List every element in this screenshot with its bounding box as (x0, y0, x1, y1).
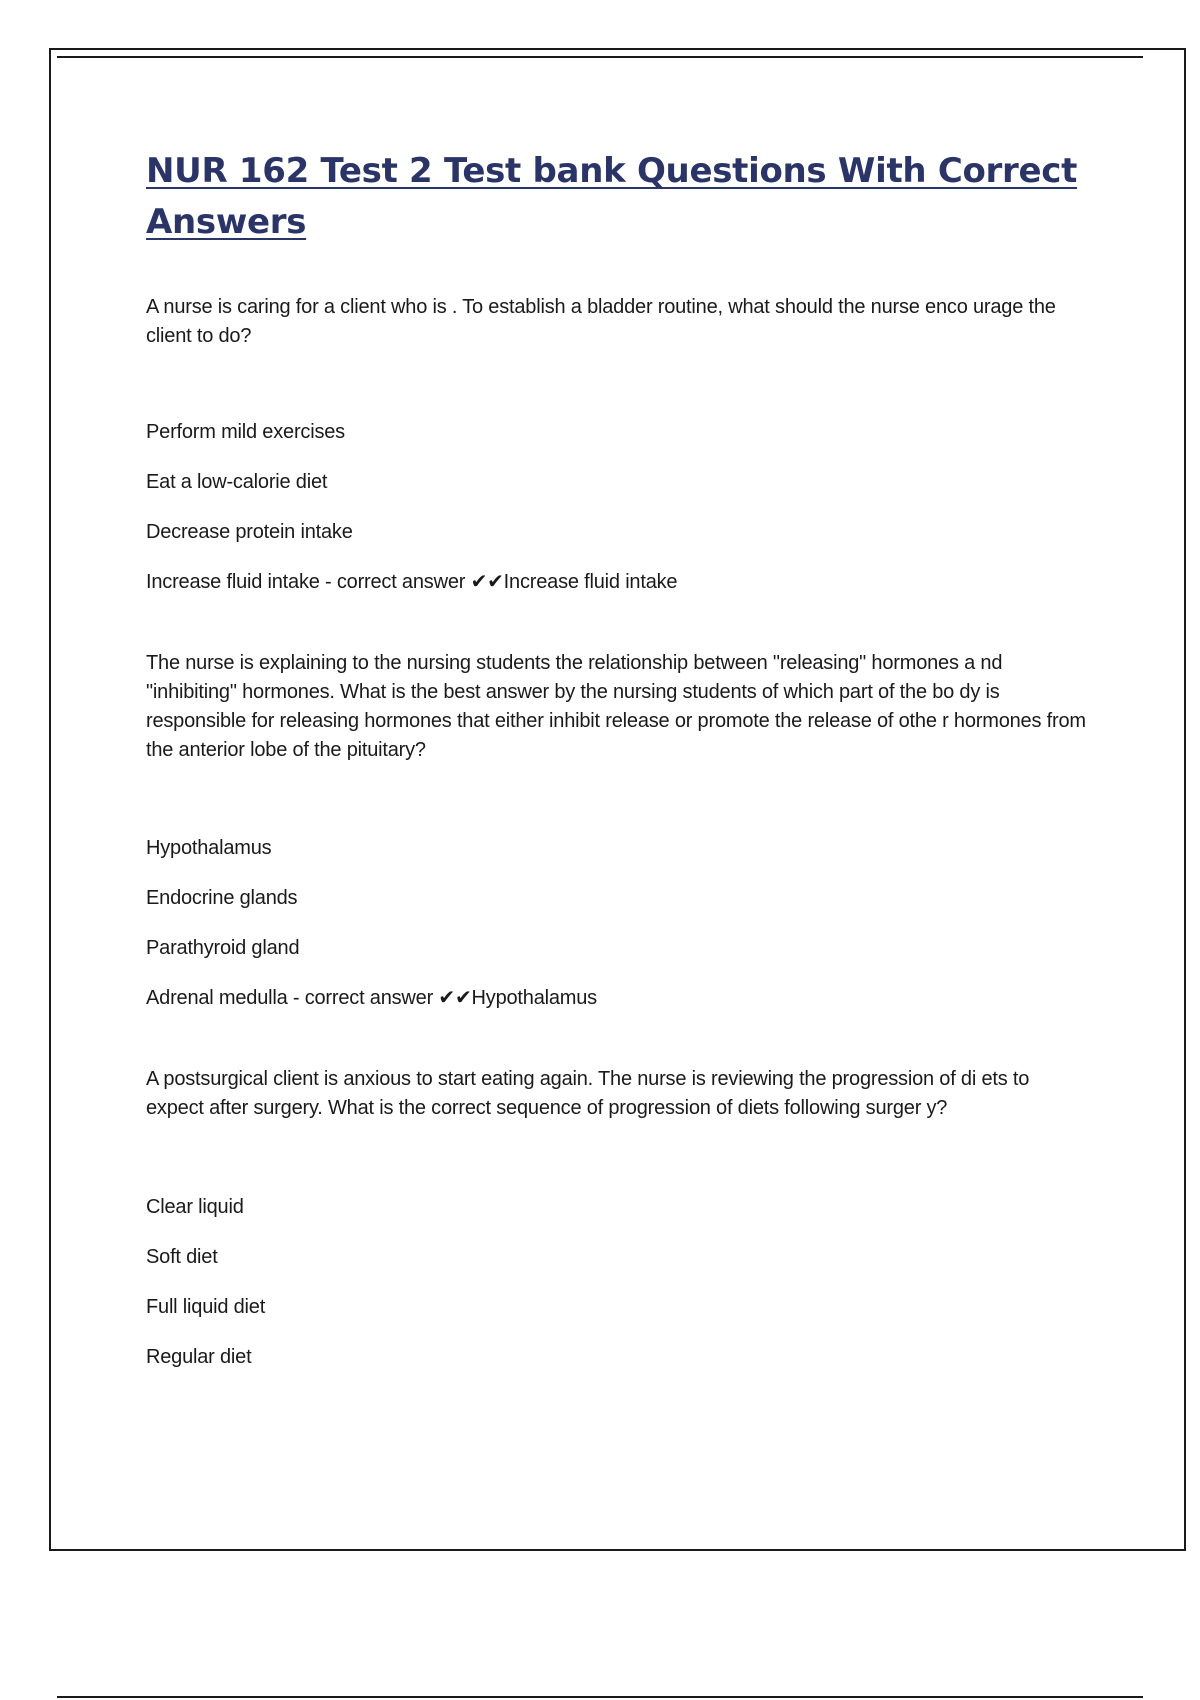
answer-option-with-correct-answer: Increase fluid intake - correct answer ✔✔Increase fluid intake (146, 571, 678, 593)
answer-option-with-correct-answer: Adrenal medulla - correct answer ✔✔Hypothalamus (146, 987, 597, 1009)
question-3: A postsurgical client is anxious to start eating again. The nurse is reviewing the progression of di ets to expect after surgery. What is the correct sequence of progression of diets following surger y? (146, 1068, 1030, 1119)
answer-option: Regular diet (146, 1346, 252, 1368)
question-1: A nurse is caring for a client who is . To establish a bladder routine, what should the nurse enco urage the client to do? (146, 296, 1056, 347)
answer-option: Clear liquid (146, 1196, 244, 1218)
question-1-options (146, 418, 1086, 597)
answer-option: Perform mild exercises (146, 421, 345, 443)
question-2: The nurse is explaining to the nursing students the relationship between "releasing" hormones a nd "inhibiting" hormones. What is the best answer by the nursing students of which part of the bo dy is responsible for releasing hormones that either inhibit release or promote the release of othe r hormones from the anterior lobe of the pituitary? (146, 652, 1086, 761)
answer-option: Endocrine glands (146, 887, 298, 909)
answer-option: Hypothalamus (146, 837, 272, 859)
question-2-options (146, 834, 1086, 1013)
document-title: NUR 162 Test 2 Test bank Questions With Correct Answers (146, 151, 1078, 242)
document-content (146, 146, 1086, 1393)
answer-option: Parathyroid gland (146, 937, 300, 959)
answer-option: Soft diet (146, 1246, 218, 1268)
bottom-rule (57, 1696, 1143, 1698)
answer-option: Full liquid diet (146, 1296, 266, 1318)
answer-option: Decrease protein intake (146, 521, 353, 543)
question-3-options (146, 1193, 1086, 1372)
answer-option: Eat a low-calorie diet (146, 471, 328, 493)
